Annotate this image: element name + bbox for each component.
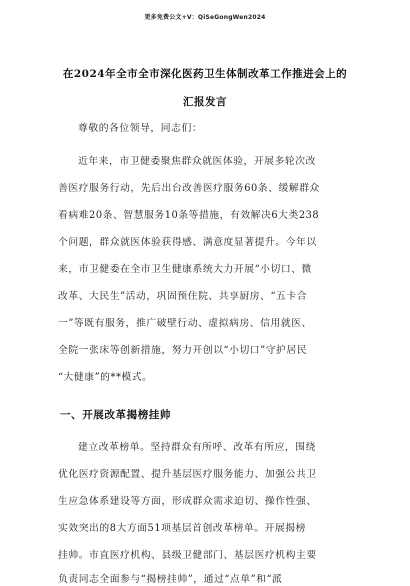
paragraph-line: 个问题，群众就医体验获得感、满意度显著提升。今年以 — [58, 237, 317, 248]
paragraph-line: 全院一张床等创新措施，努力开创以“小切口”守护居民 — [58, 345, 308, 356]
header-note: 更多免费公文+V：QiSeGongWen2024 — [144, 14, 266, 21]
paragraph-line: 建立改革榜单。坚持群众有所呼、改革有所应，围绕 — [78, 442, 316, 453]
paragraph-line: 看病难20条、智慧服务10条等措施，有效解决6大类238 — [58, 210, 320, 221]
salutation: 尊敬的各位领导，同志们： — [78, 123, 203, 134]
paragraph-line: 挂帅。市直医疗机构、县级卫健部门、基层医疗机构主要 — [58, 550, 317, 561]
paragraph-line: 优化医疗资源配置、提升基层医疗服务能力、加强公共卫 — [58, 469, 317, 480]
paragraph-line: 改革、大民生”活动，巩固预住院、共享厨房、“五卡合 — [58, 291, 308, 302]
paragraph-line: 生应急体系建设等方面，形成群众需求迫切、操作性强、 — [58, 496, 317, 507]
paragraph-line: 实效突出的8大方面51项基层首创改革榜单。开展揭榜 — [58, 523, 306, 534]
paragraph-line: 善医疗服务行动，先后出台改善医疗服务60条、缓解群众 — [58, 183, 320, 194]
paragraph-line: 来，市卫健委在全市卫生健康系统大力开展“小切口、微 — [58, 264, 312, 275]
document-title-line-2: 汇报发言 — [183, 96, 227, 108]
paragraph-line: 近年来，市卫健委聚焦群众就医体验，开展多轮次改 — [78, 156, 316, 167]
paragraph-line: 一”等既有服务，推广破壁行动、虚拟病房、信用就医、 — [58, 318, 312, 329]
document-title-line-1: 在2024年全市全市深化医药卫生体制改革工作推进会上的 — [62, 68, 348, 80]
paragraph-line: 负责同志全面参与“揭榜挂帅”，通过“点单”和“派 — [58, 574, 283, 585]
paragraph-line: “大健康”的**模式。 — [58, 372, 153, 383]
section-heading-1: 一、开展改革揭榜挂帅 — [60, 409, 171, 421]
